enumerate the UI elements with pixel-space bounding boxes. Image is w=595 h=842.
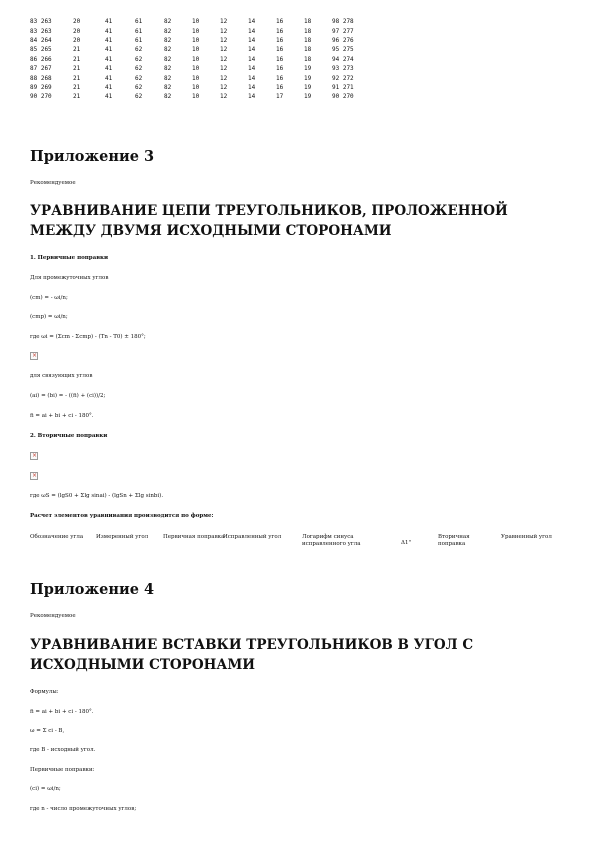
formula-b-definition: где B - исходный угол. bbox=[30, 747, 96, 753]
formula-fi: fi = ai + bi + ci - 180°. bbox=[30, 709, 94, 715]
column-header: Исправленный угол bbox=[223, 534, 282, 540]
table-cell: 10 bbox=[192, 55, 200, 63]
column-header: Уравненный угол bbox=[501, 534, 552, 540]
section-1-heading: 1. Первичные поправки bbox=[30, 255, 109, 261]
table-cell: 10 bbox=[192, 83, 200, 91]
table-cell: 18 bbox=[304, 18, 312, 26]
table-cell: 82 bbox=[164, 83, 172, 91]
table-cell: 14 bbox=[248, 55, 256, 63]
table-cell: 18 bbox=[304, 27, 312, 35]
table-cell: 10 bbox=[192, 46, 200, 54]
table-cell: 89 269 bbox=[30, 83, 52, 91]
table-cell: 19 bbox=[304, 74, 312, 82]
table-cell: 21 bbox=[73, 55, 81, 63]
formula-ci: (ci) = ωi/n; bbox=[30, 786, 61, 792]
table-cell: 82 bbox=[164, 18, 172, 26]
appendix-4-title: УРАВНИВАНИЕ ВСТАВКИ ТРЕУГОЛЬНИКОВ В УГОЛ С ИСХОДНЫМИ СТОРОНАМИ bbox=[30, 637, 474, 673]
primary-corrections-label: Первичные поправки: bbox=[30, 767, 95, 773]
table-cell: 12 bbox=[220, 74, 228, 82]
table-cell: 18 bbox=[304, 46, 312, 54]
table-cell: 12 bbox=[220, 36, 228, 44]
table-cell: 41 bbox=[105, 27, 113, 35]
table-cell: 10 bbox=[192, 18, 200, 26]
table-cell: 87 267 bbox=[30, 65, 52, 73]
table-cell: 16 bbox=[276, 55, 284, 63]
table-cell: 12 bbox=[220, 27, 228, 35]
table-cell: 16 bbox=[276, 65, 284, 73]
table-cell: 98 278 bbox=[332, 18, 354, 26]
angle-values-table bbox=[30, 17, 372, 102]
table-cell: 41 bbox=[105, 93, 113, 101]
table-cell: 95 275 bbox=[332, 46, 354, 54]
table-cell: 21 bbox=[73, 74, 81, 82]
formula-n-definition: где n - число промежуточных углов; bbox=[30, 806, 137, 812]
broken-image-icon: × bbox=[32, 452, 38, 459]
table-row bbox=[30, 17, 372, 26]
table-cell: 62 bbox=[135, 83, 143, 91]
table-cell: 41 bbox=[105, 18, 113, 26]
table-cell: 62 bbox=[135, 74, 143, 82]
table-cell: 20 bbox=[73, 36, 81, 44]
table-cell: 19 bbox=[304, 83, 312, 91]
formulas-label: Формулы: bbox=[30, 689, 59, 695]
table-cell: 83 263 bbox=[30, 27, 52, 35]
table-cell: 16 bbox=[276, 18, 284, 26]
appendix-3-recommended: Рекомендуемое bbox=[30, 180, 76, 186]
table-cell: 88 268 bbox=[30, 74, 52, 82]
formula-omega-sum: ω = Σ ci - B, bbox=[30, 728, 65, 734]
table-cell: 12 bbox=[220, 55, 228, 63]
table-cell: 21 bbox=[73, 65, 81, 73]
formula-ai-bi: (ai) = (bi) = - ((fi) + (ci))/2; bbox=[30, 393, 106, 399]
table-cell: 16 bbox=[276, 36, 284, 44]
appendix-3-heading: Приложение 3 bbox=[30, 148, 155, 165]
table-cell: 82 bbox=[164, 46, 172, 54]
formula-omega: где ωi = (Σcm - Σcmp) - (Tn - T0) ± 180°; bbox=[30, 334, 146, 340]
table-cell: 94 274 bbox=[332, 55, 354, 63]
table-cell: 21 bbox=[73, 83, 81, 91]
table-cell: 14 bbox=[248, 18, 256, 26]
table-cell: 10 bbox=[192, 36, 200, 44]
table-row bbox=[30, 92, 372, 101]
table-cell: 16 bbox=[276, 27, 284, 35]
table-cell: 14 bbox=[248, 93, 256, 101]
table-cell: 96 276 bbox=[332, 36, 354, 44]
table-cell: 10 bbox=[192, 93, 200, 101]
table-cell: 12 bbox=[220, 65, 228, 73]
formula-cmp: (cmp) = ωi/n; bbox=[30, 314, 68, 320]
table-cell: 86 266 bbox=[30, 55, 52, 63]
table-cell: 84 264 bbox=[30, 36, 52, 44]
table-cell: 82 bbox=[164, 55, 172, 63]
appendix-4-recommended: Рекомендуемое bbox=[30, 613, 76, 619]
table-cell: 14 bbox=[248, 46, 256, 54]
broken-image-icon: × bbox=[32, 472, 38, 479]
table-cell: 62 bbox=[135, 55, 143, 63]
table-cell: 21 bbox=[73, 93, 81, 101]
connecting-angles-label: для связующих углов bbox=[30, 373, 93, 379]
table-cell: 41 bbox=[105, 65, 113, 73]
column-header: Δ1" bbox=[401, 540, 412, 546]
table-cell: 10 bbox=[192, 65, 200, 73]
adjustment-form-header bbox=[0, 534, 595, 554]
table-cell: 82 bbox=[164, 74, 172, 82]
table-cell: 12 bbox=[220, 18, 228, 26]
table-cell: 41 bbox=[105, 46, 113, 54]
table-cell: 92 272 bbox=[332, 74, 354, 82]
table-cell: 90 270 bbox=[30, 93, 52, 101]
table-cell: 10 bbox=[192, 27, 200, 35]
table-cell: 10 bbox=[192, 74, 200, 82]
broken-image-icon: × bbox=[32, 352, 38, 359]
table-cell: 12 bbox=[220, 83, 228, 91]
table-cell: 16 bbox=[276, 83, 284, 91]
table-cell: 14 bbox=[248, 83, 256, 91]
table-row bbox=[30, 64, 372, 73]
table-cell: 16 bbox=[276, 46, 284, 54]
table-cell: 91 271 bbox=[332, 83, 354, 91]
table-row bbox=[30, 36, 372, 45]
column-header: Логарифм синуса исправленного угла bbox=[302, 534, 361, 547]
formula-cm: (cm) = - ωi/n; bbox=[30, 295, 68, 301]
table-cell: 93 273 bbox=[332, 65, 354, 73]
table-cell: 41 bbox=[105, 74, 113, 82]
table-cell: 82 bbox=[164, 93, 172, 101]
table-row bbox=[30, 55, 372, 64]
table-cell: 20 bbox=[73, 18, 81, 26]
table-cell: 19 bbox=[304, 65, 312, 73]
section-2-heading: 2. Вторичные поправки bbox=[30, 433, 108, 439]
table-cell: 82 bbox=[164, 36, 172, 44]
calculation-note: Расчет элементов уравнивания производится по форме: bbox=[30, 513, 214, 519]
table-cell: 14 bbox=[248, 36, 256, 44]
table-cell: 61 bbox=[135, 27, 143, 35]
table-cell: 82 bbox=[164, 27, 172, 35]
column-header: Измеренный угол bbox=[96, 534, 149, 540]
table-cell: 21 bbox=[73, 46, 81, 54]
formula-fi: fi = ai + bi + ci - 180°. bbox=[30, 413, 94, 419]
table-cell: 14 bbox=[248, 65, 256, 73]
table-row bbox=[30, 45, 372, 54]
table-cell: 85 265 bbox=[30, 46, 52, 54]
appendix-4-heading: Приложение 4 bbox=[30, 581, 155, 598]
table-row bbox=[30, 73, 372, 82]
column-header: Первичная поправка bbox=[163, 534, 225, 540]
table-cell: 41 bbox=[105, 55, 113, 63]
table-cell: 97 277 bbox=[332, 27, 354, 35]
table-cell: 19 bbox=[304, 93, 312, 101]
appendix-3-title: УРАВНИВАНИЕ ЦЕПИ ТРЕУГОЛЬНИКОВ, ПРОЛОЖЕННОЙ МЕЖДУ ДВУМЯ ИСХОДНЫМИ СТОРОНАМИ bbox=[30, 203, 508, 239]
table-cell: 62 bbox=[135, 46, 143, 54]
table-cell: 41 bbox=[105, 36, 113, 44]
table-cell: 83 263 bbox=[30, 18, 52, 26]
table-cell: 14 bbox=[248, 27, 256, 35]
table-cell: 16 bbox=[276, 74, 284, 82]
table-cell: 41 bbox=[105, 83, 113, 91]
table-cell: 61 bbox=[135, 18, 143, 26]
column-header: Вторичная поправка bbox=[438, 534, 470, 547]
table-cell: 61 bbox=[135, 36, 143, 44]
table-cell: 82 bbox=[164, 65, 172, 73]
intermediate-angles-label: Для промежуточных углов bbox=[30, 275, 109, 281]
table-cell: 17 bbox=[276, 93, 284, 101]
table-cell: 18 bbox=[304, 36, 312, 44]
column-header: Обозначение угла bbox=[30, 534, 84, 540]
table-cell: 20 bbox=[73, 27, 81, 35]
table-row bbox=[30, 26, 372, 35]
table-row bbox=[30, 83, 372, 92]
table-cell: 62 bbox=[135, 93, 143, 101]
table-cell: 12 bbox=[220, 93, 228, 101]
table-cell: 12 bbox=[220, 46, 228, 54]
table-cell: 62 bbox=[135, 65, 143, 73]
table-cell: 18 bbox=[304, 55, 312, 63]
table-cell: 90 270 bbox=[332, 93, 354, 101]
formula-omega-s: где ωS = (lgS0 + Σlg sinai) - (lgSn + Σlg sinbi). bbox=[30, 493, 164, 499]
table-cell: 14 bbox=[248, 74, 256, 82]
